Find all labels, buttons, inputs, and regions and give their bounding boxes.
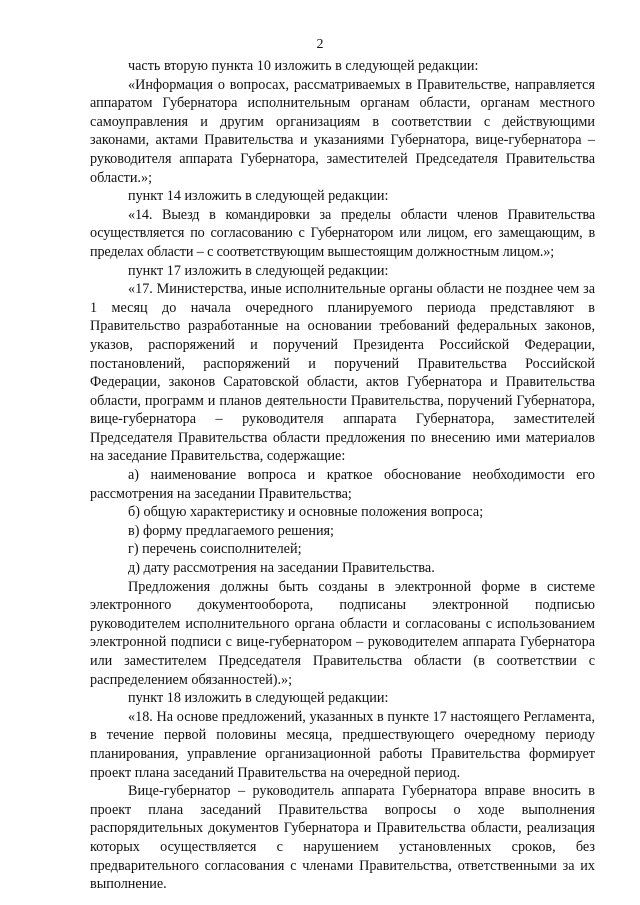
document-body [90, 57, 595, 894]
list-item-g: г) перечень соисполнителей; [128, 541, 302, 558]
list-item-b: б) общую характеристику и основные положения вопроса; [128, 504, 484, 521]
paragraph-point-10-text: «Информация о вопросах, рассматриваемых в Правительстве, направляется аппаратом Губернатора исполнительным органам области, органам местного самоуправления и другим организациям в соответствии с действующими законами, актами Правительства и указаниями Губернатора, вице-губернатора – руководителя аппарата Губернатора, заместителей Председателя Правительства области.»; [90, 76, 595, 186]
paragraph-point-14-text: «14. Выезд в командировки за пределы области членов Правительства осуществляется по согласованию с Губернатором или лицом, его замещающим, в пределах области – с соответствующим вышестоящим должностным лицом.»; [90, 206, 595, 260]
list-item-d: д) дату рассмотрения на заседании Правительства. [128, 560, 435, 577]
paragraph-proposals-signing: Предложения должны быть созданы в электронной форме в системе электронного документооборота, подписаны электронной подписью руководителем исполнительного органа области и согласованы с использованием электронной подписи с вице-губернатором – руководителем аппарата Губернатора или заместителем Председателя Правительства области (в соответствии с распределением обязанностей).»; [90, 578, 595, 688]
paragraph-point-18-text: «18. На основе предложений, указанных в пункте 17 настоящего Регламента, в течение первой половины месяца, предшествующего очередному периоду планирования, управление организационной работы Правительства формирует проект плана заседаний Правительства на очередной период. [90, 708, 595, 781]
paragraph-vice-governor-rights: Вице-губернатор – руководитель аппарата Губернатора вправе вносить в проект плана заседаний Правительства вопросы о ходе выполнения распорядительных документов Губернатора и Правительства области, реализация которых осуществляется с нарушением установленных сроков, без предварительного согласования с членами Правительства, ответственными за их выполнение. [90, 783, 595, 893]
page-number: 2 [316, 37, 324, 52]
list-item-v: в) форму предлагаемого решения; [128, 522, 335, 539]
paragraph-intro-point-17: пункт 17 изложить в следующей редакции: [128, 262, 389, 279]
paragraph-intro-point-10: часть вторую пункта 10 изложить в следующей редакции: [128, 58, 479, 74]
paragraph-point-17-text: «17. Министерства, иные исполнительные органы области не позднее чем за 1 месяц до начала очередного планируемого периода представляют в Правительство разработанные на основании требований федеральных законов, указов, распоряжений и поручений Президента Российской Федерации, постановлений, распоряжений и поручений Правительства Российской Федерации, законов Саратовской области, актов Губернатора и Правительства области, программ и планов деятельности Правительства, поручений Губернатора, вице-губернатора – руководителя аппарата Губернатора, заместителей Председателя Правительства области предложения по внесению ими материалов на заседание Правительства, содержащие: [90, 281, 595, 465]
list-item-a: а) наименование вопроса и краткое обоснование необходимости его рассмотрения на заседании Правительства; [90, 467, 595, 502]
paragraph-intro-point-18: пункт 18 изложить в следующей редакции: [128, 690, 389, 707]
paragraph-intro-point-14: пункт 14 изложить в следующей редакции: [128, 188, 389, 205]
